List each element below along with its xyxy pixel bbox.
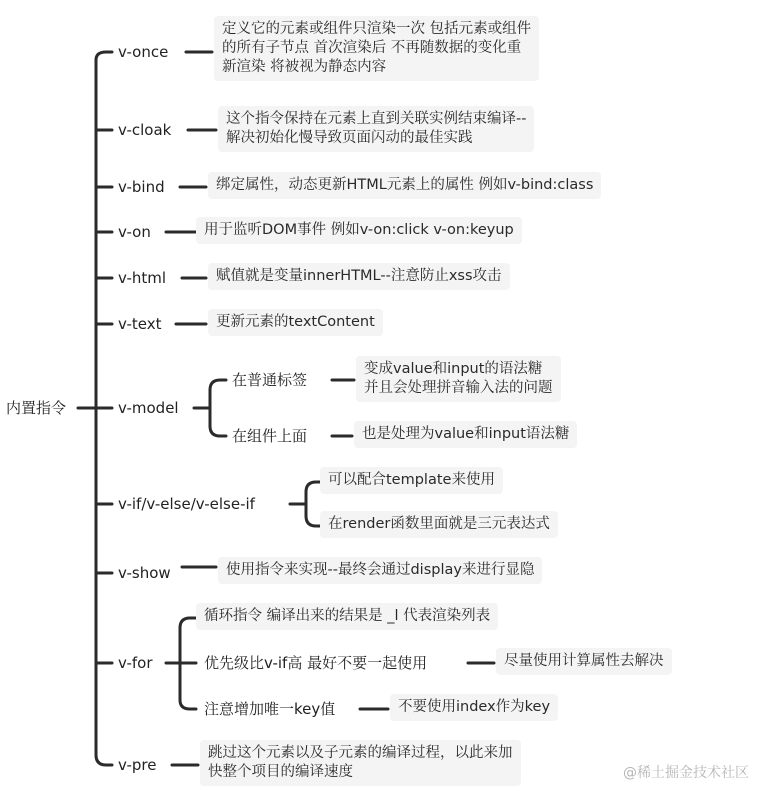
desc-v-once: [214, 16, 539, 81]
desc-v-on: [196, 217, 522, 244]
directive-label-v-cloak: v-cloak: [118, 121, 172, 139]
directive-label-v-once: v-once: [118, 43, 169, 61]
desc-v-text: [208, 309, 383, 336]
desc-line: 也是处理为value和input语法糖: [362, 426, 570, 442]
directive-label-v-if: v-if/v-else/v-else-if: [118, 495, 255, 513]
desc-line: 用于监听DOM事件 例如v-on:click v-on:keyup: [204, 222, 514, 238]
directive-label-v-for: v-for: [118, 654, 153, 672]
desc-line: 绑定属性，动态更新HTML元素上的属性 例如v-bind:class: [216, 177, 594, 193]
desc-v-cloak: [218, 106, 534, 152]
desc-line: 解决初始化慢导致页面闪动的最佳实践: [226, 130, 473, 146]
desc-v-for-loop: [196, 603, 498, 630]
directive-label-v-model: v-model: [118, 399, 179, 417]
desc-line: 更新元素的textContent: [216, 314, 375, 330]
desc-line: 新渲染 将被视为静态内容: [222, 59, 387, 75]
watermark-text: @稀土掘金技术社区: [623, 765, 749, 781]
v-model-case-normal-tag: 在普通标签: [232, 371, 308, 389]
desc-line: 变成value和input的语法糖: [364, 361, 543, 377]
desc-v-pre: [200, 740, 521, 786]
desc-line: 可以配合template来使用: [328, 472, 495, 488]
directive-label-v-show: v-show: [118, 564, 171, 582]
v-model-case-component: 在组件上面: [232, 427, 308, 445]
desc-line: 这个指令保持在元素上直到关联实例结束编译--: [226, 111, 527, 127]
directive-label-v-html: v-html: [118, 269, 167, 287]
desc-line: 循环指令 编译出来的结果是 _l 代表渲染列表: [204, 608, 491, 624]
desc-line: 并且会处理拼音输入法的问题: [364, 380, 553, 396]
desc-v-html: [208, 263, 510, 290]
v-for-priority-note: 优先级比v-if高 最好不要一起使用: [204, 654, 428, 672]
directive-label-v-pre: v-pre: [118, 756, 157, 774]
v-for-key-note: 注意增加唯一key值: [204, 700, 336, 718]
root-node-builtin-directives: 内置指令: [6, 399, 67, 417]
desc-v-model-normal-tag: [356, 356, 561, 402]
directive-label-v-on: v-on: [118, 223, 151, 241]
desc-line: 跳过这个元素以及子元素的编译过程，以此来加: [208, 745, 513, 761]
directive-label-v-text: v-text: [118, 315, 162, 333]
desc-line: 使用指令来实现--最终会通过display来进行显隐: [226, 562, 535, 578]
desc-v-for-computed: [496, 648, 672, 675]
desc-v-bind: [208, 172, 601, 199]
desc-v-model-component: [354, 421, 577, 448]
desc-line: 赋值就是变量innerHTML--注意防止xss攻击: [216, 268, 502, 284]
desc-v-for-index-key: [390, 694, 558, 721]
desc-line: 不要使用index作为key: [398, 699, 551, 715]
desc-v-show: [218, 557, 542, 584]
desc-line: 快整个项目的编译速度: [208, 764, 353, 780]
desc-line: 的所有子节点 首次渲染后 不再随数据的变化重: [222, 40, 522, 56]
desc-line: 尽量使用计算属性去解决: [504, 653, 664, 669]
desc-v-if-template: [320, 467, 503, 494]
desc-v-if-render: [320, 511, 558, 538]
directive-label-v-bind: v-bind: [118, 178, 165, 196]
desc-line: 在render函数里面就是三元表达式: [328, 516, 550, 532]
desc-line: 定义它的元素或组件只渲染一次 包括元素或组件: [222, 21, 532, 37]
